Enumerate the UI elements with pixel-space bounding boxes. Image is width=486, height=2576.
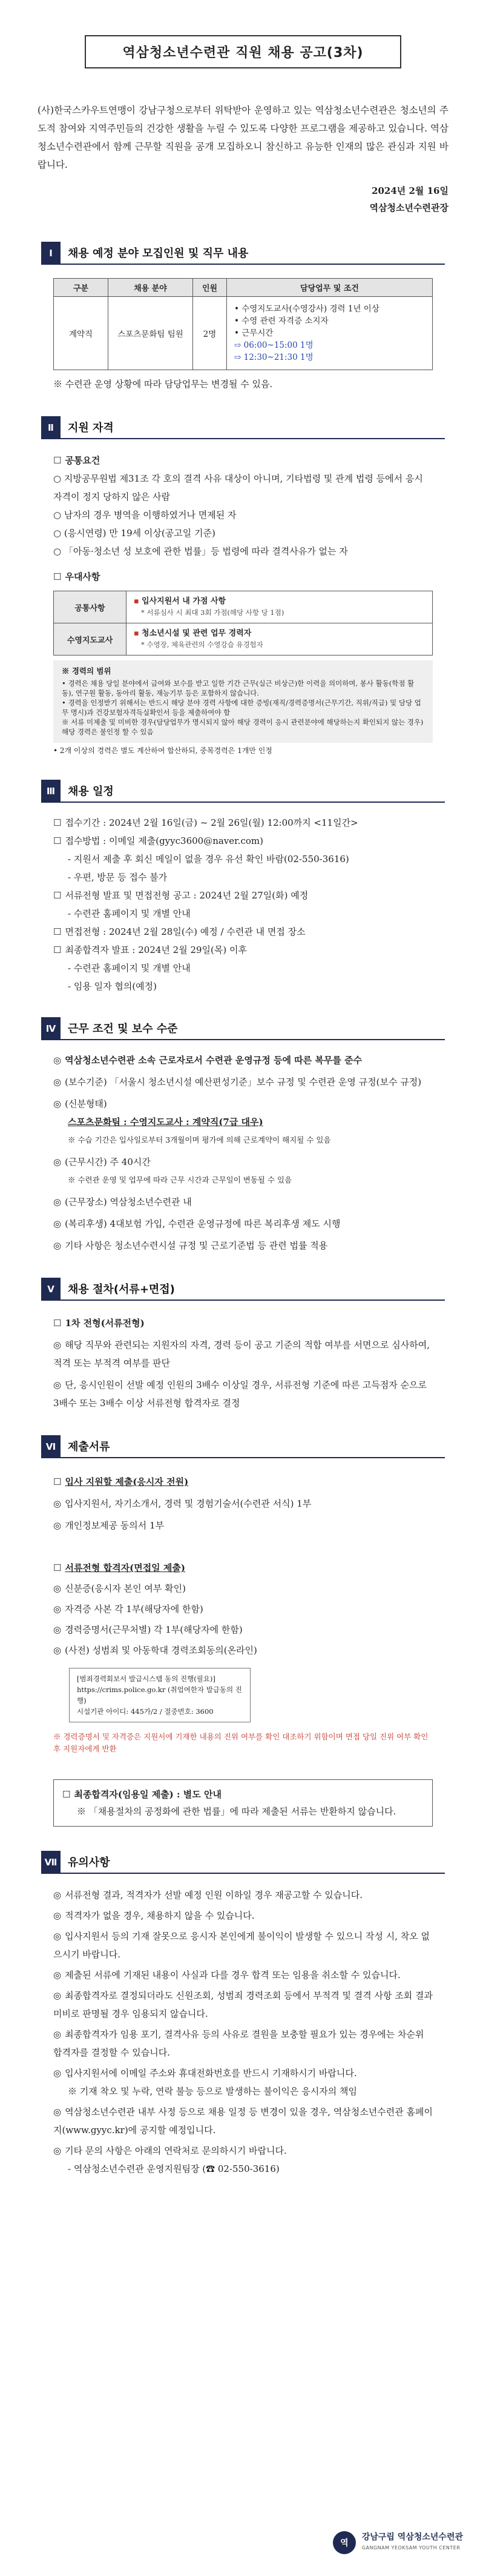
section-number: Ⅴ — [41, 1278, 61, 1301]
notice-item: ◎ 최종합격자가 임용 포기, 결격사유 등의 사유로 결원을 보충할 필요가 있는 경우에는 차순위 합격자를 결정할 수 있습니다. — [53, 2029, 424, 2058]
docs-heading: ☐ 서류전형 합격자(면접일 제출) — [53, 1562, 185, 1573]
stage-heading: ☐ 1차 전형(서류전형) — [53, 1318, 145, 1329]
condition-subitem: ※ 수습 기간은 입사일로부터 3개월이며 평가에 의해 근로계약이 해지될 수 있음 — [68, 1135, 331, 1144]
career-scope-item: • 경력은 채용 당일 분야에서 급여와 보수를 받고 일한 기간 근무(실근 비상근)한 이력을 의미하며, 봉사 활동(학점 활동), 연구원 활동, 동아리 활동, 재능기부 등은 포함하지 않습니다. — [62, 679, 415, 697]
crims-link[interactable]: https://crims.police.go.kr (취업여한자 발급동의 진행) — [77, 1685, 242, 1705]
career-scope-title: ※ 경력의 범위 — [62, 666, 111, 676]
duty-line: ⇨ 06:00~15:00 1명 — [234, 340, 314, 350]
logo-text — [362, 2532, 463, 2554]
preference-value: ▪ 청소년시설 및 관련 업무 경력자 * 수영장, 체육관련의 수영강습 유경험자 — [134, 629, 263, 649]
spec-heading: ☐ 우대사항 — [53, 571, 100, 582]
docs-item: ◎ 경력증명서(근무처별) 각 1부(해당자에 한함) — [53, 1624, 243, 1635]
issuing-org: 역삼청소년수련관장 — [369, 202, 448, 213]
section-number: Ⅳ — [41, 1017, 61, 1040]
notice-date: 2024년 2월 16일 — [372, 185, 448, 196]
section-number: Ⅰ — [41, 242, 61, 265]
section-title: 유의사항 — [61, 1851, 445, 1874]
schedule-subitem: - 우편, 방문 등 접수 불가 — [68, 872, 168, 883]
preference-key: 수영지도교사 — [54, 623, 126, 655]
section-2-header — [41, 416, 445, 439]
stage-item: ◎ 단, 응시인원이 선발 예정 인원의 3배수 이상일 경우, 서류전형 기준에 따른 고득점자 순으로 3배수 또는 3배수 이상 서류전형 합격자로 결정 — [53, 1379, 427, 1409]
docs-item: ◎ 개인정보제공 동의서 1부 — [53, 1520, 165, 1531]
col-field: 채용 분야 — [108, 279, 193, 297]
docs-item: ◎ 자격증 사본 각 1부(해당자에 한함) — [53, 1604, 203, 1615]
logo-name: 강남구립 역삼청소년수련관 — [361, 2532, 463, 2542]
return-notice: ※ 경력증명서 및 자격증은 지원서에 기재한 내용의 진위 여부를 확인 대조하기 위함이며 면접 당일 진위 여부 확인 후 지원자에게 반환 — [53, 1732, 429, 1753]
preference-row — [54, 591, 432, 623]
docs-item: ◎ (사전) 성범죄 및 아동학대 경력조회동의(온라인) — [53, 1645, 257, 1656]
preference-key: 공통사항 — [54, 591, 126, 623]
docs-item: ◎ 신분증(응시자 본인 여부 확인) — [53, 1583, 186, 1594]
section-3-body — [23, 814, 463, 995]
common-item: ○ (응시연령) 만 19세 이상(공고일 기준) — [53, 528, 215, 539]
section-1-note: ※ 수련관 운영 상황에 따라 담당업무는 변경될 수 있음. — [53, 379, 273, 390]
notice-item: ◎ 적격자가 없을 경우, 채용하지 않을 수 있습니다. — [53, 1910, 255, 1921]
condition-item: ◎ (근무시간) 주 40시간 — [53, 1157, 151, 1167]
section-title: 근무 조건 및 보수 수준 — [61, 1017, 445, 1040]
condition-item: ◎ 역삼청소년수련관 소속 근로자로서 수련관 운영규정 등에 따른 복무를 준수 — [53, 1055, 363, 1066]
notice-subitem: ※ 기재 착오 및 누락, 연락 불능 등으로 발생하는 불이익은 응시자의 책임 — [68, 2086, 357, 2097]
condition-item: ◎ (신분형태) — [53, 1098, 107, 1109]
logo-subtitle: GANGNAM YEOKSAM YOUTH CENTER — [361, 2545, 461, 2551]
notice-item: ◎ 입사지원서 등의 기재 잘못으로 응시자 본인에게 불이익이 발생할 수 있으니 작성 시, 착오 없으시기 바랍니다. — [53, 1931, 430, 1960]
cell-type: 계약직 — [54, 297, 108, 370]
schedule-item: ☐ 최종합격자 발표 : 2024년 2월 29일(목) 이후 — [53, 944, 247, 955]
col-type: 구분 — [54, 279, 108, 297]
notice-item: ◎ 서류전형 결과, 적격자가 선발 예정 인원 이하일 경우 재공고할 수 있습니다. — [53, 1890, 363, 1900]
preference-value: ▪ 입사지원서 내 가점 사항 * 서류심사 시 최대 3회 가점(해당 사항 당 1점) — [134, 597, 284, 617]
notice-item: ◎ 최종합격자로 결정되더라도 신원조회, 성범죄 경력조회 등에서 부적격 및 결격 사항 조회 결과 미비로 판명될 경우 임용되지 않습니다. — [53, 1990, 433, 2019]
common-item: ○ 「아동·청소년 성 보호에 관한 법률」등 법령에 따라 결격사유가 없는 자 — [53, 546, 348, 557]
duty-line: • 근무시간 — [234, 328, 274, 338]
section-2-body — [23, 451, 463, 755]
jobs-table — [53, 278, 433, 370]
section-5-body — [23, 1314, 463, 1412]
schedule-item: ☐ 접수방법 : 이메일 제출(gyyc3600@naver.com) — [53, 835, 263, 846]
career-scope-item: ※ 서류 미제출 및 미비한 경우(담당업무가 명시되지 않아 해당 경력이 응시 관련분야에 해당하는지 확인되지 않는 경우) 해당 경력은 불인정 할 수 있음 — [62, 718, 424, 736]
crims-line: [범죄경력회보서 발급시스템 동의 진행(필요)] — [77, 1675, 215, 1683]
schedule-subitem: - 수련관 홈페이지 및 개별 안내 — [68, 908, 191, 919]
title-area — [23, 0, 463, 68]
cell-count: 2명 — [193, 297, 227, 370]
common-item: ○ 지방공무원법 제31조 각 호의 결격 사유 대상이 아니며, 기타법령 및 관계 법령 등에서 응시 자격이 정지 당하지 않은 사람 — [53, 473, 423, 502]
section-4-body — [23, 1051, 463, 1255]
condition-subitem: 스포츠문화팀 : 수영지도교사 : 계약직(7급 대우) — [68, 1117, 263, 1127]
duty-line: • 수영 관련 자격증 소지자 — [234, 316, 329, 326]
section-title: 제출서류 — [61, 1435, 445, 1458]
section-title: 채용 예정 분야 모집인원 및 직무 내용 — [61, 242, 445, 265]
section-3-header — [41, 780, 445, 803]
section-title: 채용 절차(서류+면접) — [61, 1278, 445, 1301]
notice-item: ◎ 제출된 서류에 기재된 내용이 사실과 다를 경우 합격 또는 임용을 취소할 수 있습니다. — [53, 1970, 401, 1980]
section-number: Ⅱ — [41, 416, 61, 439]
crims-info-box — [69, 1668, 251, 1722]
preference-row — [54, 623, 432, 655]
section-number: Ⅵ — [41, 1435, 61, 1458]
col-count: 인원 — [193, 279, 227, 297]
page-title: 역삼청소년수련관 직원 채용 공고(3차) — [85, 35, 401, 68]
career-scope-box — [53, 660, 433, 743]
section-7-body — [23, 1886, 463, 2178]
notice-item: ◎ 기타 문의 사항은 아래의 연락처로 문의하시기 바랍니다. — [53, 2145, 287, 2156]
table-row — [54, 297, 433, 370]
logo-icon: 역 — [333, 2531, 356, 2554]
condition-item: ◎ 기타 사항은 청소년수련시설 규정 및 근로기준법 등 관련 법률 적용 — [53, 1240, 328, 1251]
condition-item: ◎ (보수기준) 「서울시 청소년시설 예산편성기준」보수 규정 및 수련관 운영 규정(보수 규정) — [53, 1077, 422, 1087]
schedule-item: ☐ 접수기간 : 2024년 2월 16일(금) ~ 2월 26일(월) 12:00까지 <11일간> — [53, 817, 358, 828]
cell-field: 스포츠문화팀 팀원 — [108, 297, 193, 370]
notice-item: ◎ 역삼청소년수련관 내부 사정 등으로 채용 일정 등 변경이 있을 경우, 역삼청소년수련관 홈페이지(www.gyyc.kr)에 공지할 예정입니다. — [53, 2106, 433, 2136]
career-scope-footnote: • 2개 이상의 경력은 별도 계산하여 합산하되, 중복경력은 1개만 인정 — [53, 746, 272, 755]
schedule-item: ☐ 면접전형 : 2024년 2월 28일(수) 예정 / 수련관 내 면접 장소 — [53, 926, 306, 937]
cell-duty — [227, 297, 433, 370]
intro-paragraph: (사)한국스카우트연맹이 강남구청으로부터 위탁받아 운영하고 있는 역삼청소년수련관은 청소년의 주도적 참여와 지역주민들의 건강한 생활을 누릴 수 있도록 다양한 프로그램을 제공하고 있습니다. 역삼청소년수련관에서 함께 근무할 직원을 공개 모집하오니 참신하고 유능한 인재의 많은 관심과 지원 바랍니다. — [38, 105, 448, 170]
col-duty: 담당업무 및 조건 — [227, 279, 433, 297]
date-block — [23, 182, 463, 216]
condition-subitem: ※ 수련관 운영 및 업무에 따라 근무 시간과 근무일이 변동될 수 있음 — [68, 1175, 292, 1184]
center-logo — [333, 2531, 463, 2554]
section-number: Ⅲ — [41, 780, 61, 803]
docs-note: ※ 「채용절차의 공정화에 관한 법률」에 따라 제출된 서류는 반환하지 않습니다. — [77, 1806, 396, 1817]
common-heading: ☐ 공통요건 — [53, 455, 100, 466]
section-4-header — [41, 1017, 445, 1040]
section-1-header — [41, 242, 445, 265]
condition-item: ◎ (근무장소) 역삼청소년수련관 내 — [53, 1197, 192, 1207]
notice-item: ◎ 입사지원서에 이메일 주소와 휴대전화번호를 반드시 기재하시기 바랍니다. — [53, 2068, 357, 2079]
schedule-subitem: - 지원서 제출 후 회신 메일이 없을 경우 유선 확인 바람(02-550-3616) — [68, 854, 349, 865]
crims-line: 시설기관 아이디: 445가/2 / 절중번호: 3600 — [77, 1707, 214, 1716]
section-title: 지원 자격 — [61, 416, 445, 439]
duty-line: ⇨ 12:30~21:30 1명 — [234, 353, 314, 362]
docs-item: ◎ 입사지원서, 자기소개서, 경력 및 경험기술서(수련관 서식) 1부 — [53, 1498, 312, 1509]
section-number: Ⅶ — [41, 1851, 61, 1874]
schedule-subitem: - 수련관 홈페이지 및 개별 안내 — [68, 963, 191, 974]
section-5-header — [41, 1278, 445, 1301]
docs-heading: ☐ 최종합격자(임용일 제출) : 별도 안내 — [62, 1789, 222, 1800]
condition-item: ◎ (복리후생) 4대보험 가입, 수련관 운영규정에 따른 복리후생 제도 시행 — [53, 1218, 341, 1229]
stage-item: ◎ 해당 직무와 관련되는 지원자의 자격, 경력 등이 공고 기준의 적합 여부를 서면으로 심사하여, 적격 또는 부적격 여부를 판단 — [53, 1339, 430, 1369]
career-scope-item: • 경력을 인정받기 위해서는 반드시 해당 분야 경력 사항에 대한 증빙(재직/경력증명서(근무기간, 직위/직급) 및 담당 업무 명시)과 건강보험자격득실확인서 등을 제출하여야 함 — [62, 699, 421, 717]
section-title: 채용 일정 — [61, 780, 445, 803]
duty-line: • 수영지도교사(수영강사) 경력 1년 이상 — [234, 304, 379, 314]
schedule-subitem: - 임용 일자 협의(예정) — [68, 981, 157, 992]
section-7-header — [41, 1851, 445, 1874]
schedule-item: ☐ 서류전형 발표 및 면접전형 공고 : 2024년 2월 27일(화) 예정 — [53, 890, 309, 901]
section-6-header — [41, 1435, 445, 1458]
docs-heading: ☐ 입사 지원할 제출(응시자 전원) — [53, 1476, 189, 1487]
common-item: ○ 남자의 경우 병역을 이행하였거나 면제된 자 — [53, 510, 237, 520]
preference-table — [53, 591, 433, 656]
final-docs-box — [53, 1779, 433, 1827]
section-1-body — [23, 278, 463, 393]
section-6-body — [23, 1473, 463, 1827]
contact-line: - 역삼청소년수련관 운영지원팀장 (☎ 02-550-3616) — [68, 2163, 280, 2174]
table-header-row — [54, 279, 433, 297]
